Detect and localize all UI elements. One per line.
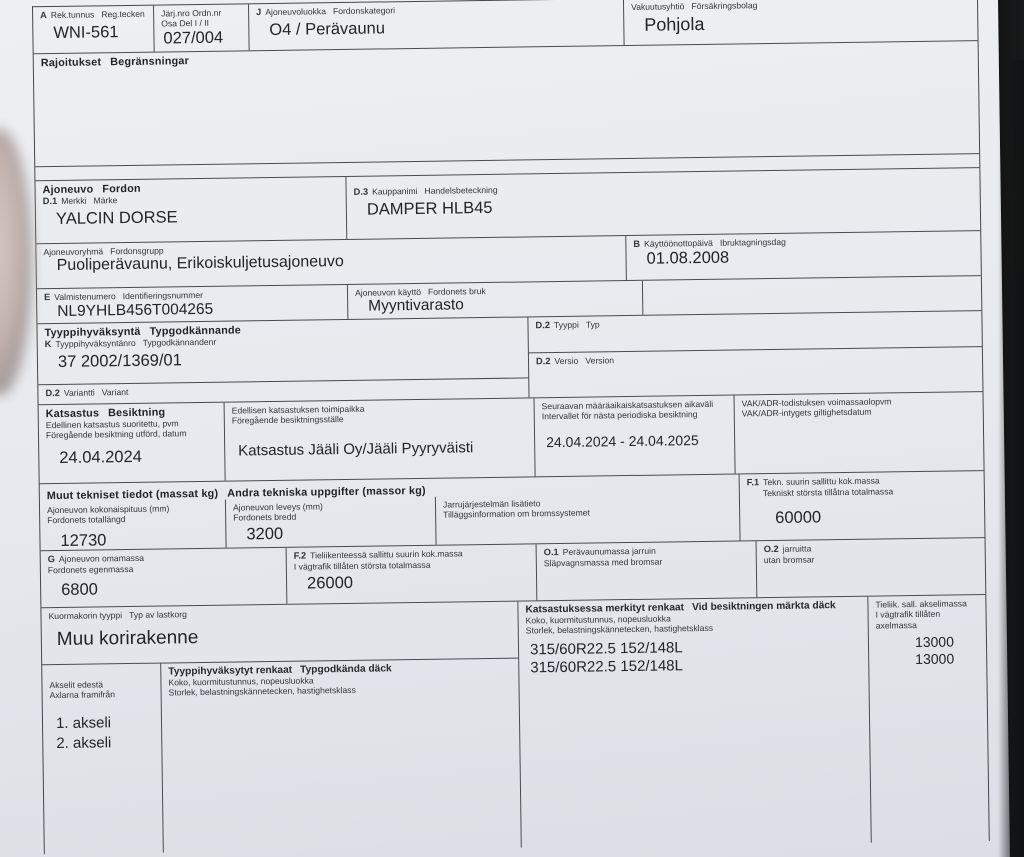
- row-body-and-tyres: [41, 594, 988, 854]
- field-value: 37 2002/1369/01: [57, 351, 182, 372]
- field-value: YALCIN DORSE: [55, 208, 178, 229]
- field-label: A Rek.tunnus Reg.tecken: [40, 8, 145, 21]
- field-vehicle-group: [36, 236, 626, 288]
- field-label: F.2 Tieliikenteessä sallittu suurin kok.massa I vägtrafik tillåten största totalmassa: [293, 548, 463, 573]
- field-vak-adr-validity: [734, 392, 984, 473]
- tyre-value: 315/60R22.5 152/148L: [529, 639, 683, 659]
- field-total-length: [40, 500, 226, 551]
- field-label: Ajoneuvon leveys (mm) Fordonets bredd: [232, 501, 323, 524]
- field-next-inspection-interval: [534, 396, 735, 477]
- field-restrictions: [34, 41, 979, 166]
- field-title: Tyyppihyväksytyt renkaat Typgodkända däck: [168, 663, 392, 678]
- field-vehicle-category: [248, 0, 624, 50]
- field-title: Katsastuksessa merkityt renkaat Vid besiktningen märkta däck: [525, 600, 836, 616]
- field-max-technical-mass: [739, 471, 985, 540]
- field-value: 60000: [775, 508, 822, 527]
- field-value: 01.08.2008: [646, 248, 730, 269]
- field-value: 26000: [306, 573, 354, 593]
- field-trade-name: [345, 168, 980, 239]
- field-label: D.2 Variantti Variant: [45, 387, 129, 399]
- axle-value: 1. akseli: [55, 714, 112, 733]
- field-value: 027/004: [163, 28, 224, 48]
- section-title-technical: Muut tekniset tiedot (massat kg) Andra tekniska uppgifter (massor kg): [46, 484, 426, 503]
- row-inspection: [39, 391, 984, 483]
- field-label: B Käyttöönottopäivä Ibruktagningsdag: [633, 236, 786, 249]
- field-width: [225, 497, 436, 548]
- field-value: 24.04.2024: [59, 447, 143, 467]
- section-title: Rajoitukset Begränsningar: [40, 55, 190, 70]
- field-label: VAK/ADR-todistuksen voimassaolopvm VAK/ADR-intygets giltighetsdatum: [741, 396, 892, 419]
- field-previous-inspection-date: [39, 403, 225, 484]
- field-insurance-company: [623, 0, 978, 45]
- field-first-registration: [625, 231, 981, 280]
- field-label: Järj.nro Ordn.nr Osa Del I / II: [161, 7, 222, 29]
- field-value: NL9YHLB456T004265: [57, 301, 214, 321]
- background-right-edge: [998, 60, 1024, 857]
- type-approval-column: [37, 317, 528, 404]
- field-inspection-station: [224, 398, 535, 480]
- section-title-inspection: Katsastus Besiktning: [45, 406, 166, 421]
- field-max-road-mass: [286, 544, 537, 603]
- field-label: Edellinen katsastus suoritettu, pvm Föregående besiktning utförd, datum: [45, 418, 187, 441]
- empty-cell: [642, 276, 981, 315]
- field-value: 24.04.2024 - 24.04.2025: [546, 432, 699, 451]
- field-reg-number: [33, 6, 154, 54]
- field-label: Kuormakorin tyyppi Typ av lastkorg: [48, 609, 187, 622]
- axle-mass-value: 13000: [915, 650, 955, 668]
- field-label: Edellisen katsastuksen toimipaikka Föregående besiktningsställe: [231, 403, 365, 427]
- field-brake-system-info: [435, 492, 740, 544]
- field-make: [35, 177, 346, 243]
- row-vehicle-make: [35, 167, 980, 243]
- field-label: Koko, kuormitustunnus, nopeusluokka Storlek, belastningskännetecken, hastighetsklass: [525, 613, 714, 636]
- field-type-approval-number: [37, 317, 528, 384]
- field-label: Ajoneuvoryhmä Fordonsgrupp: [43, 245, 164, 258]
- row-restrictions: [34, 40, 979, 166]
- field-value: Pohjola: [644, 14, 705, 36]
- field-label: K Tyyppihyväksyntänro Typgodkännandenr: [44, 336, 217, 350]
- field-serial-number: [153, 4, 249, 51]
- field-value: Katsastus Jääli Oy/Jääli Pyyryväisti: [238, 439, 474, 460]
- field-label: Tieliik. sall. akselimassa I vägtrafik tillåten axelmassa: [875, 598, 967, 631]
- field-label: E Valmistenumero Identifieringsnummer: [43, 289, 204, 303]
- section-title-type-approval: Tyyppihyväksyntä Typgodkännande: [44, 324, 242, 340]
- field-label: Ajoneuvon kokonaispituus (mm) Fordonets totallängd: [46, 503, 170, 526]
- row-type-approval: [37, 310, 982, 404]
- field-value: Muu korirakenne: [56, 627, 199, 651]
- field-value: 3200: [246, 524, 284, 544]
- registration-form: [32, 0, 990, 854]
- field-label: Jarrujärjestelmän lisätieto Tilläggsinformation om bromssystemet: [442, 498, 590, 521]
- field-value: 12730: [60, 531, 107, 550]
- field-label: O.1 Perävaunumassa jarruin Släpvagnsmassa med bromsar: [543, 545, 663, 569]
- field-label: F.1 Tekn. suurin sallittu kok.massa Tekniskt största tillåtna totalmassa: [746, 475, 894, 499]
- field-version: [529, 347, 983, 397]
- field-value: Myyntivarasto: [368, 296, 464, 316]
- field-vehicle-use: [347, 281, 642, 319]
- field-label: Vakuutusyhtiö Försäkringsbolag: [631, 0, 758, 12]
- type-version-column: [527, 311, 982, 397]
- field-label: D.3 Kauppanimi Handelsbeteckning: [353, 184, 498, 197]
- field-vin: [37, 285, 347, 323]
- field-trailer-mass-braked: [536, 541, 757, 600]
- field-unladen-mass: [41, 548, 287, 607]
- axle-value: 2. akseli: [56, 734, 112, 753]
- field-label: J Ajoneuvoluokka Fordonskategori: [256, 5, 396, 18]
- field-type-approved-tyres: [160, 658, 521, 853]
- field-label: D.2 Versio Version: [535, 355, 615, 367]
- field-label: Seuraavan määräaikaiskatsastuksen aikaväli Intervallet för nästa periodiska besiktning: [541, 398, 714, 422]
- field-trailer-mass-unbraked: [756, 538, 986, 597]
- field-value: 6800: [61, 580, 98, 599]
- field-label: G Ajoneuvon omamassa Fordonets egenmassa: [47, 552, 145, 576]
- field-value: O4 / Perävaunu: [269, 19, 386, 40]
- field-label: D.2 Tyyppi Typ: [535, 319, 600, 331]
- field-value: DAMPER HLB45: [366, 199, 493, 219]
- field-axles: [42, 663, 163, 855]
- field-label: O.2 jarruitta utan bromsar: [763, 543, 815, 566]
- section-title-vehicle: Ajoneuvo Fordon: [42, 182, 141, 197]
- field-label: D.1 Merkki Märke: [42, 195, 118, 207]
- tyre-value: 315/60R22.5 152/148L: [530, 657, 684, 677]
- field-label: Koko, kuormitustunnus, nopeusluokka Storlek, belastningskännetecken, hastighetsklass: [168, 675, 356, 698]
- axle-mass-value: 13000: [914, 633, 955, 651]
- field-axle-mass: [867, 595, 988, 843]
- field-body-type: [41, 602, 518, 665]
- field-label: Ajoneuvon käyttö Fordonets bruk: [354, 286, 486, 298]
- field-value: WNI-561: [53, 23, 119, 43]
- field-inspection-marked-tyres: [517, 597, 870, 848]
- field-value: Puoliperävaunu, Erikoiskuljetusajoneuvo: [56, 253, 345, 275]
- row-technical-data: [40, 470, 985, 550]
- field-label: Akselit edestä Axlarna framifrån: [49, 679, 116, 701]
